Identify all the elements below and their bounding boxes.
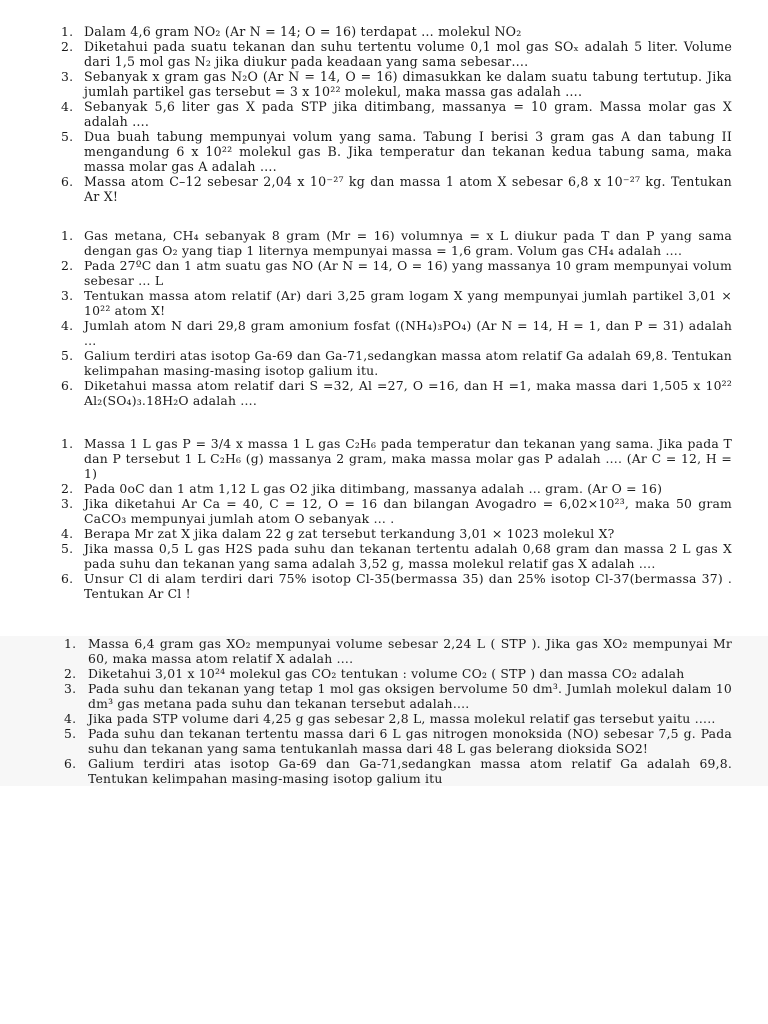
question-text: Massa atom C–12 sebesar 2,04 x 10⁻²⁷ kg dan massa 1 atom X sebesar 6,8 x 10⁻²⁷ kg. Tentukan Ar X! bbox=[84, 174, 732, 204]
question-item bbox=[0, 228, 732, 258]
question-number: 5. bbox=[64, 726, 77, 741]
question-number: 3. bbox=[61, 496, 74, 511]
question-text: Sebanyak 5,6 liter gas X pada STP jika ditimbang, massanya = 10 gram. Massa molar gas X adalah …. bbox=[84, 99, 732, 129]
section-spacer bbox=[0, 204, 768, 228]
question-number: 5. bbox=[61, 541, 74, 556]
question-number: 6. bbox=[64, 756, 77, 771]
question-item bbox=[0, 318, 732, 348]
question-item bbox=[0, 436, 732, 481]
question-item bbox=[0, 756, 732, 786]
question-item bbox=[0, 496, 732, 526]
question-number: 5. bbox=[61, 348, 74, 363]
question-text: Tentukan massa atom relatif (Ar) dari 3,25 gram logam X yang mempunyai jumlah partikel 3,01 × 10²² atom X! bbox=[84, 288, 732, 318]
question-number: 4. bbox=[61, 99, 74, 114]
question-item bbox=[0, 541, 732, 571]
question-number: 1. bbox=[61, 436, 74, 451]
question-item bbox=[0, 129, 732, 174]
question-item bbox=[0, 636, 732, 666]
question-text: Dalam 4,6 gram NO₂ (Ar N = 14; O = 16) terdapat … molekul NO₂ bbox=[84, 24, 522, 39]
question-set-2 bbox=[0, 228, 768, 408]
question-item bbox=[0, 526, 732, 541]
question-number: 1. bbox=[61, 228, 74, 243]
question-item bbox=[0, 99, 732, 129]
question-item bbox=[0, 711, 732, 726]
question-number: 2. bbox=[61, 258, 74, 273]
question-text: Diketahui 3,01 x 10²⁴ molekul gas CO₂ tentukan : volume CO₂ ( STP ) dan massa CO₂ adalah bbox=[88, 666, 685, 681]
question-text: Sebanyak x gram gas N₂O (Ar N = 14, O = 16) dimasukkan ke dalam suatu tabung tertutup. Jika jumlah partikel gas tersebut = 3 x 10²² molekul, maka massa gas adalah …. bbox=[84, 69, 732, 99]
question-text: Berapa Mr zat X jika dalam 22 g zat tersebut terkandung 3,01 × 1023 molekul X? bbox=[84, 526, 615, 541]
question-set-1 bbox=[0, 24, 768, 204]
question-item bbox=[0, 24, 732, 39]
question-text: Massa 6,4 gram gas XO₂ mempunyai volume sebesar 2,24 L ( STP ). Jika gas XO₂ mempunyai Mr 60, maka massa atom relatif X adalah …. bbox=[88, 636, 732, 666]
question-text: Pada suhu dan tekanan yang tetap 1 mol gas oksigen bervolume 50 dm³. Jumlah molekul dalam 10 dm³ gas metana pada suhu dan tekanan tersebut adalah…. bbox=[88, 681, 732, 711]
question-item bbox=[0, 726, 732, 756]
question-text: Diketahui pada suatu tekanan dan suhu tertentu volume 0,1 mol gas SOₓ adalah 5 liter. Volume dari 1,5 mol gas N₂ jika diukur pada keadaan yang sama sebesar…. bbox=[84, 39, 732, 69]
question-item bbox=[0, 666, 732, 681]
question-item bbox=[0, 288, 732, 318]
question-text: Dua buah tabung mempunyai volum yang sama. Tabung I berisi 3 gram gas A dan tabung II mengandung 6 x 10²² molekul gas B. Jika temperatur dan tekanan kedua tabung sama, maka massa molar gas A adalah …. bbox=[84, 129, 732, 174]
question-item bbox=[0, 378, 732, 408]
question-text: Jika pada STP volume dari 4,25 g gas sebesar 2,8 L, massa molekul relatif gas tersebut yaitu ….. bbox=[88, 711, 716, 726]
question-text: Jumlah atom N dari 29,8 gram amonium fosfat ((NH₄)₃PO₄) (Ar N = 14, H = 1, dan P = 31) adalah ... bbox=[84, 318, 732, 348]
question-number: 6. bbox=[61, 174, 74, 189]
question-number: 3. bbox=[61, 69, 74, 84]
question-item bbox=[0, 348, 732, 378]
question-number: 4. bbox=[61, 318, 74, 333]
question-number: 1. bbox=[61, 24, 74, 39]
question-number: 3. bbox=[64, 681, 77, 696]
question-number: 4. bbox=[64, 711, 77, 726]
question-set-3 bbox=[0, 436, 768, 601]
question-number: 2. bbox=[61, 39, 74, 54]
question-item bbox=[0, 258, 732, 288]
question-text: Pada 0oC dan 1 atm 1,12 L gas O2 jika ditimbang, massanya adalah … gram. (Ar O = 16) bbox=[84, 481, 663, 496]
question-item bbox=[0, 481, 732, 496]
question-number: 2. bbox=[64, 666, 77, 681]
question-text: Unsur Cl di alam terdiri dari 75% isotop Cl-35(bermassa 35) dan 25% isotop Cl-37(bermassa 37) . Tentukan Ar Cl ! bbox=[84, 571, 732, 601]
question-item bbox=[0, 69, 732, 99]
question-text: Galium terdiri atas isotop Ga-69 dan Ga-71,sedangkan massa atom relatif Ga adalah 69,8. Tentukan kelimpahan masing-masing isotop galium itu bbox=[88, 756, 732, 786]
section-spacer bbox=[0, 408, 768, 436]
question-number: 1. bbox=[64, 636, 77, 651]
question-number: 3. bbox=[61, 288, 74, 303]
question-number: 4. bbox=[61, 526, 74, 541]
question-item bbox=[0, 571, 732, 601]
question-number: 2. bbox=[61, 481, 74, 496]
worksheet-page bbox=[0, 24, 768, 786]
question-text: Pada 27ºC dan 1 atm suatu gas NO (Ar N = 14, O = 16) yang massanya 10 gram mempunyai volum sebesar … L bbox=[84, 258, 732, 288]
question-text: Pada suhu dan tekanan tertentu massa dari 6 L gas nitrogen monoksida (NO) sebesar 7,5 g. Pada suhu dan tekanan yang sama tentukanlah massa dari 48 L gas belerang dioksida SO2! bbox=[88, 726, 732, 756]
question-text: Galium terdiri atas isotop Ga-69 dan Ga-71,sedangkan massa atom relatif Ga adalah 69,8. Tentukan kelimpahan masing-masing isotop galium itu. bbox=[84, 348, 732, 378]
question-text: Jika massa 0,5 L gas H2S pada suhu dan tekanan tertentu adalah 0,68 gram dan massa 2 L gas X pada suhu dan tekanan yang sama adalah 3,52 g, massa molekul relatif gas X adalah …. bbox=[84, 541, 732, 571]
question-item bbox=[0, 174, 732, 204]
question-text: Jika diketahui Ar Ca = 40, C = 12, O = 16 dan bilangan Avogadro = 6,02×10²³, maka 50 gram CaCO₃ mempunyai jumlah atom O sebanyak … . bbox=[84, 496, 732, 526]
question-number: 5. bbox=[61, 129, 74, 144]
question-set-4 bbox=[0, 636, 768, 786]
question-item bbox=[0, 39, 732, 69]
question-number: 6. bbox=[61, 571, 74, 586]
question-item bbox=[0, 681, 732, 711]
section-spacer bbox=[0, 601, 768, 636]
question-text: Massa 1 L gas P = 3/4 x massa 1 L gas C₂H₆ pada temperatur dan tekanan yang sama. Jika pada T dan P tersebut 1 L C₂H₆ (g) massanya 2 gram, maka massa molar gas P adalah …. (Ar C = 12, H = 1) bbox=[84, 436, 732, 481]
question-text: Diketahui massa atom relatif dari S =32, Al =27, O =16, dan H =1, maka massa dari 1,505 x 10²² Al₂(SO₄)₃.18H₂O adalah …. bbox=[84, 378, 732, 408]
question-text: Gas metana, CH₄ sebanyak 8 gram (Mr = 16) volumnya = x L diukur pada T dan P yang sama dengan gas O₂ yang tiap 1 liternya mempunyai massa = 1,6 gram. Volum gas CH₄ adalah …. bbox=[84, 228, 732, 258]
question-number: 6. bbox=[61, 378, 74, 393]
